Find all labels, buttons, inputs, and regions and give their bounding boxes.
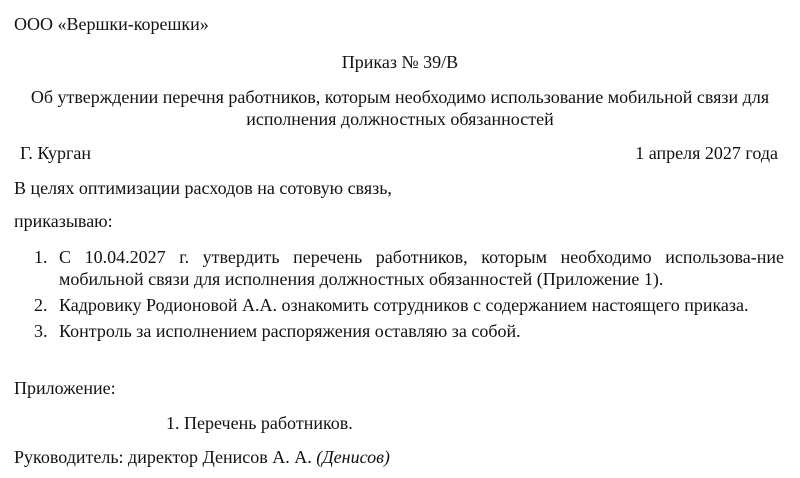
order-items-list	[34, 246, 784, 346]
order-subject: Об утверждении перечня работников, которым необходимо использование мобильной связи для исполнения должностных обязанностей	[30, 87, 770, 129]
order-purpose: В целях оптимизации расходов на сотовую связь,	[14, 178, 392, 198]
signature-line	[14, 447, 390, 467]
order-city: Г. Курган	[20, 143, 92, 163]
order-word: приказываю:	[14, 211, 113, 231]
order-item	[34, 320, 784, 342]
order-item-text: С 10.04.2027 г. утвердить перечень работников, которым необходимо использова-ние мобильной связи для исполнения должностных обязанностей (Приложение 1).	[59, 247, 784, 289]
order-date: 1 апреля 2027 года	[635, 143, 778, 163]
order-item	[34, 246, 784, 290]
order-item-text: Кадровику Родионовой А.А. ознакомить сотрудников с содержанием настоящего приказа.	[59, 295, 749, 315]
company-name: ООО «Вершки-корешки»	[14, 14, 209, 34]
order-item	[34, 294, 784, 316]
signature-name: (Денисов)	[316, 447, 390, 467]
order-title: Приказ № 39/В	[341, 52, 459, 72]
appendix-item: 1. Перечень работников.	[166, 413, 353, 433]
order-item-number: 3.	[34, 321, 48, 341]
signature-prefix: Руководитель: директор Денисов А. А.	[14, 447, 312, 467]
order-item-text: Контроль за исполнением распоряжения оставляю за собой.	[59, 321, 521, 341]
order-item-number: 2.	[34, 295, 48, 315]
appendix-label: Приложение:	[14, 378, 116, 398]
order-item-number: 1.	[34, 247, 48, 267]
